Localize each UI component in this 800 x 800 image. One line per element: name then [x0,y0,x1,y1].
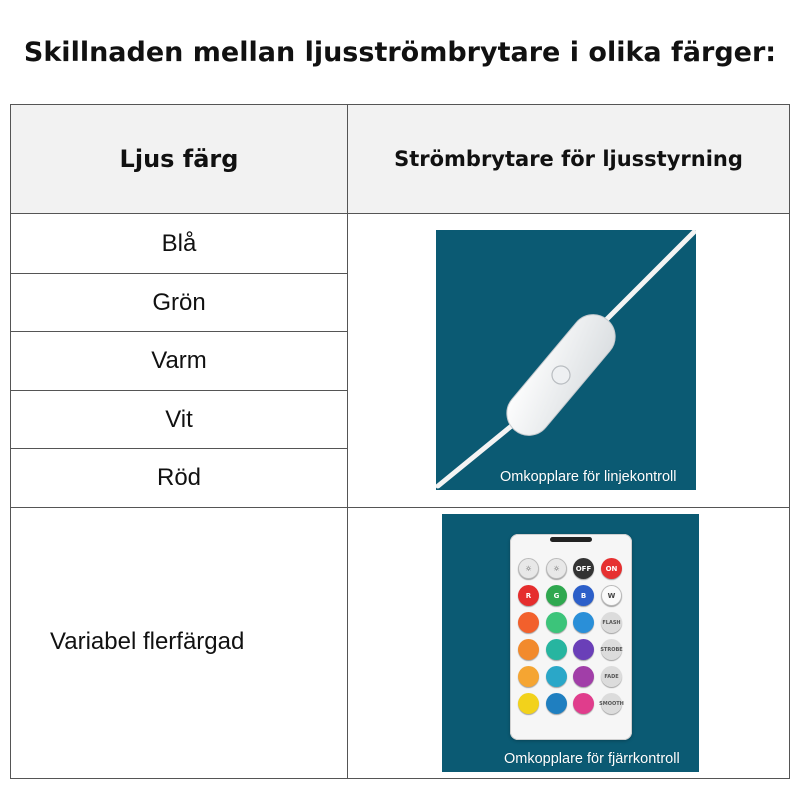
header-switch: Strömbrytare för ljusstyrning [394,147,743,171]
remote-button-r: R [518,585,539,606]
color-cell-red: Röd [156,464,202,491]
remote-color-button [518,693,539,714]
remote-control-icon [510,534,632,740]
remote-color-button [518,612,539,633]
remote-color-button [573,612,594,633]
remote-caption: Omkopplare för fjärrkontroll [504,751,680,767]
brightness-down-icon: ☼ [546,558,567,579]
on-icon: ON [601,558,622,579]
ir-window [550,537,592,542]
remote-button-b: B [573,585,594,606]
line-switch-photo [436,230,696,490]
table-header-row [11,105,789,214]
remote-color-button [546,693,567,714]
remote-mode-button-fade: FADE [601,666,622,687]
line-switch-caption: Omkopplare för linjekontroll [500,469,677,485]
remote-color-button [546,612,567,633]
color-cell-blue: Blå [161,230,197,257]
header-light-color: Ljus färg [119,145,239,173]
remote-color-button [573,639,594,660]
remote-color-button [573,693,594,714]
inline-switch-icon [436,230,696,490]
remote-button-w: W [601,585,622,606]
comparison-table [10,104,790,779]
remote-mode-button-smooth: SMOOTH [601,693,622,714]
color-cell-warm: Varm [151,347,207,374]
remote-mode-button-strobe: STROBE [601,639,622,660]
remote-color-button [546,639,567,660]
color-cell-white: Vit [165,406,193,433]
page-title: Skillnaden mellan ljusströmbrytare i olika färger: [23,37,777,68]
color-cell-multicolor: Variabel flerfärgad [50,628,245,655]
remote-color-button [546,666,567,687]
remote-button-g: G [546,585,567,606]
remote-mode-button-flash: FLASH [601,612,622,633]
column-divider [347,105,348,778]
remote-color-button [518,639,539,660]
color-cell-green: Grön [152,289,206,316]
brightness-up-icon: ☼ [518,558,539,579]
off-icon: OFF [573,558,594,579]
remote-color-button [573,666,594,687]
remote-color-button [518,666,539,687]
remote-control-photo [442,514,699,772]
